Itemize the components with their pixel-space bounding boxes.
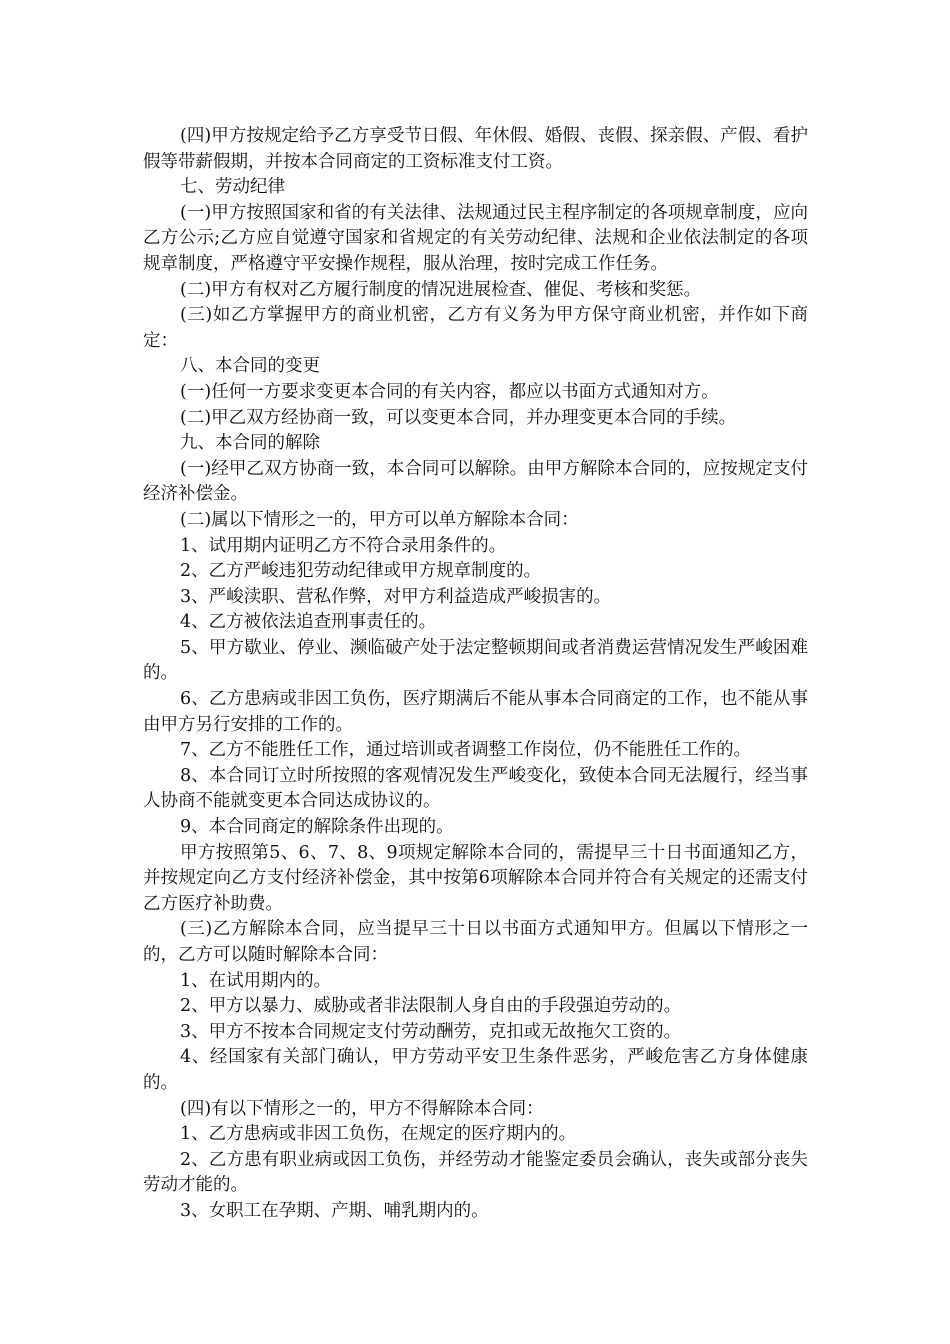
paragraph-inspection-rights: (二)甲方有权对乙方履行制度的情况进展检查、催促、考核和奖惩。: [180, 279, 702, 300]
list-item: 3、严峻渎职、营私作弊，对甲方利益造成严峻损害的。: [180, 586, 612, 607]
paragraph-change-agreement: (二)甲乙双方经协商一致，可以变更本合同，并办理变更本合同的手续。: [180, 407, 737, 428]
document-body: [143, 124, 808, 1225]
paragraph-trade-secrets: (三)如乙方掌握甲方的商业机密，乙方有义务为甲方保守商业机密，并作如下商定：: [143, 305, 808, 351]
list-item: 2、乙方严峻违犯劳动纪律或甲方规章制度的。: [180, 561, 542, 582]
list-item: 9、本合同商定的解除条件出现的。: [180, 817, 454, 838]
paragraph-leave-wages: (四)甲方按规定给予乙方享受节日假、年休假、婚假、丧假、探亲假、产假、看护假等带薪假期，并按本合同商定的工资标准支付工资。: [143, 126, 808, 172]
list-item: 5、甲方歇业、停业、濒临破产处于法定整顿期间或者消费运营情况发生严峻困难的。: [143, 637, 808, 684]
paragraph-mutual-termination: (一)经甲乙双方协商一致，本合同可以解除。由甲方解除本合同的，应按规定支付经济补偿金。: [143, 458, 808, 505]
list-item: 6、乙方患病或非因工负伤，医疗期满后不能从事本合同商定的工作，也不能从事由甲方另行安排的工作的。: [143, 689, 808, 735]
section-heading-labor-discipline: 七、劳动纪律: [180, 177, 285, 198]
paragraph-change-notice: (一)任何一方要求变更本合同的有关内容，都应以书面方式通知对方。: [180, 381, 719, 402]
list-item: 4、经国家有关部门确认，甲方劳动平安卫生条件恶劣，严峻危害乙方身体健康的。: [143, 1047, 808, 1093]
list-item: 1、在试用期内的。: [180, 970, 332, 991]
paragraph-termination-notice: 甲方按照第5、6、7、8、9项规定解除本合同的，需提早三十日书面通知乙方，并按规定向乙方支付经济补偿金，其中按第6项解除本合同并符合有关规定的还需支付乙方医疗补助费。: [143, 842, 808, 914]
list-item: 7、乙方不能胜任工作，通过培训或者调整工作岗位，仍不能胜任工作的。: [180, 740, 752, 761]
list-item: 4、乙方被依法追查刑事责任的。: [180, 612, 437, 633]
paragraph-no-termination-intro: (四)有以下情形之一的，甲方不得解除本合同：: [180, 1098, 544, 1119]
list-item: 1、乙方患病或非因工负伤，在规定的医疗期内的。: [180, 1124, 577, 1145]
paragraph-rules-compliance: (一)甲方按照国家和省的有关法律、法规通过民主程序制定的各项规章制度，应向乙方公示;乙方应自觉遵守国家和省规定的有关劳动纪律、法规和企业依法制定的各项规章制度，严格遵守平安操作规程，服从治理，按时完成工作任务。: [143, 202, 808, 274]
list-item: 1、试用期内证明乙方不符合录用条件的。: [180, 535, 507, 556]
list-item: 3、女职工在孕期、产期、哺乳期内的。: [180, 1200, 489, 1221]
section-heading-contract-termination: 九、本合同的解除: [180, 433, 320, 454]
list-item: 2、乙方患有职业病或因工负伤，并经劳动才能鉴定委员会确认，丧失或部分丧失劳动才能的。: [143, 1149, 808, 1196]
paragraph-employee-termination-intro: (三)乙方解除本合同，应当提早三十日以书面方式通知甲方。但属以下情形之一的，乙方可以随时解除本合同：: [143, 919, 808, 965]
section-heading-contract-change: 八、本合同的变更: [180, 356, 320, 377]
list-item: 8、本合同订立时所按照的客观情况发生严峻变化，致使本合同无法履行，经当事人协商不能就变更本合同达成协议的。: [143, 765, 808, 812]
list-item: 2、甲方以暴力、威胁或者非法限制人身自由的手段强迫劳动的。: [180, 996, 682, 1017]
list-item: 3、甲方不按本合同规定支付劳动酬劳，克扣或无故拖欠工资的。: [180, 1021, 682, 1042]
paragraph-unilateral-termination-intro: (二)属以下情形之一的，甲方可以单方解除本合同：: [180, 509, 579, 530]
